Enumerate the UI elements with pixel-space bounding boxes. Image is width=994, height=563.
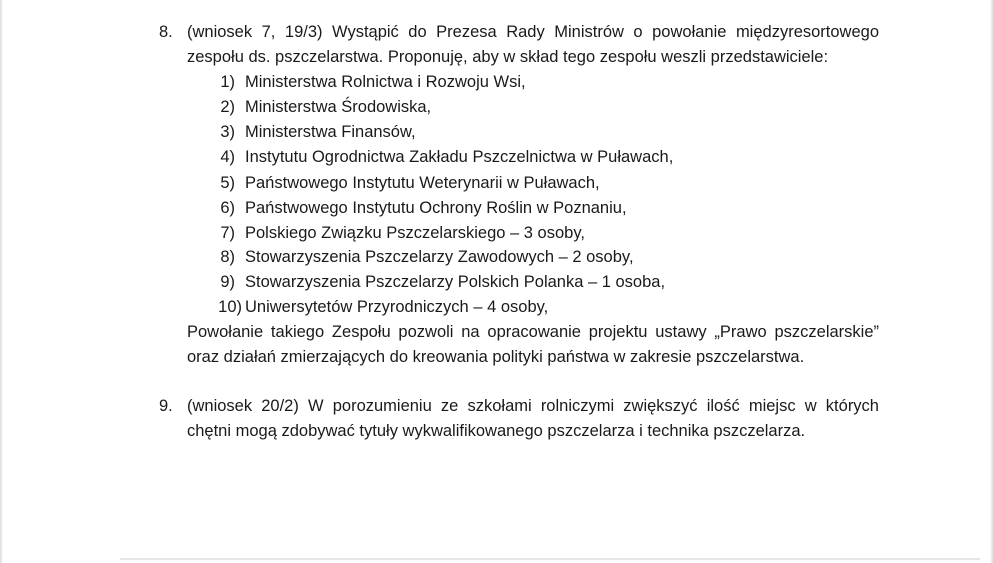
page-edge-bottom	[120, 558, 980, 560]
closing-text-line: oraz działań zmierzających do kreowania polityki państwa w zakresie pszczelarstwa.	[187, 348, 805, 366]
sub-item-text: Stowarzyszenia Pszczelarzy Polskich Polanka – 1 osoba,	[245, 273, 666, 291]
sub-item-number: 4)	[220, 148, 235, 166]
sub-item-number: 6)	[220, 199, 235, 217]
sub-item-text: Ministerstwa Finansów,	[245, 123, 416, 141]
sub-item-text: Ministerstwa Rolnictwa i Rozwoju Wsi,	[245, 73, 526, 91]
sub-item-text: Ministerstwa Środowiska,	[245, 98, 432, 116]
sub-item-text: Państwowego Instytutu Ochrony Roślin w Poznaniu,	[245, 199, 627, 217]
item-text-line: (wniosek 7, 19/3) Wystąpić do Prezesa Rady Ministrów o powołanie międzyresortowego	[187, 23, 879, 41]
sub-item-text: Stowarzyszenia Pszczelarzy Zawodowych – 2 osoby,	[245, 248, 634, 266]
sub-item-number: 9)	[220, 273, 235, 291]
item-text-line: zespołu ds. pszczelarstwa. Proponuję, aby w skład tego zespołu weszli przedstawiciele:	[187, 48, 829, 66]
closing-text-line: Powołanie takiego Zespołu pozwoli na opracowanie projektu ustawy „Prawo pszczelarskie”	[187, 323, 879, 341]
item-text-line: chętni mogą zdobywać tytuły wykwalifikowanego pszczelarza i technika pszczelarza.	[187, 422, 806, 440]
sub-item-number: 5)	[220, 174, 235, 192]
sub-item-text: Państwowego Instytutu Weterynarii w Puławach,	[245, 174, 600, 192]
sub-item-text: Instytutu Ogrodnictwa Zakładu Pszczelnictwa w Puławach,	[245, 148, 674, 166]
page-edge-right	[990, 0, 994, 563]
item-number: 9.	[159, 397, 173, 415]
sub-item-number: 8)	[220, 248, 235, 266]
page-edge-left	[0, 0, 3, 563]
sub-item-text: Uniwersytetów Przyrodniczych – 4 osoby,	[245, 298, 549, 316]
sub-item-number: 2)	[220, 98, 235, 116]
sub-item-text: Polskiego Związku Pszczelarskiego – 3 osoby,	[245, 224, 585, 242]
item-text-line: (wniosek 20/2) W porozumieniu ze szkołami rolniczymi zwiększyć ilość miejsc w których	[187, 397, 879, 415]
sub-item-number: 1)	[220, 73, 235, 91]
item-number: 8.	[159, 23, 173, 41]
sub-item-number: 3)	[220, 123, 235, 141]
sub-item-number: 7)	[220, 224, 235, 242]
sub-item-number: 10)	[218, 298, 242, 316]
